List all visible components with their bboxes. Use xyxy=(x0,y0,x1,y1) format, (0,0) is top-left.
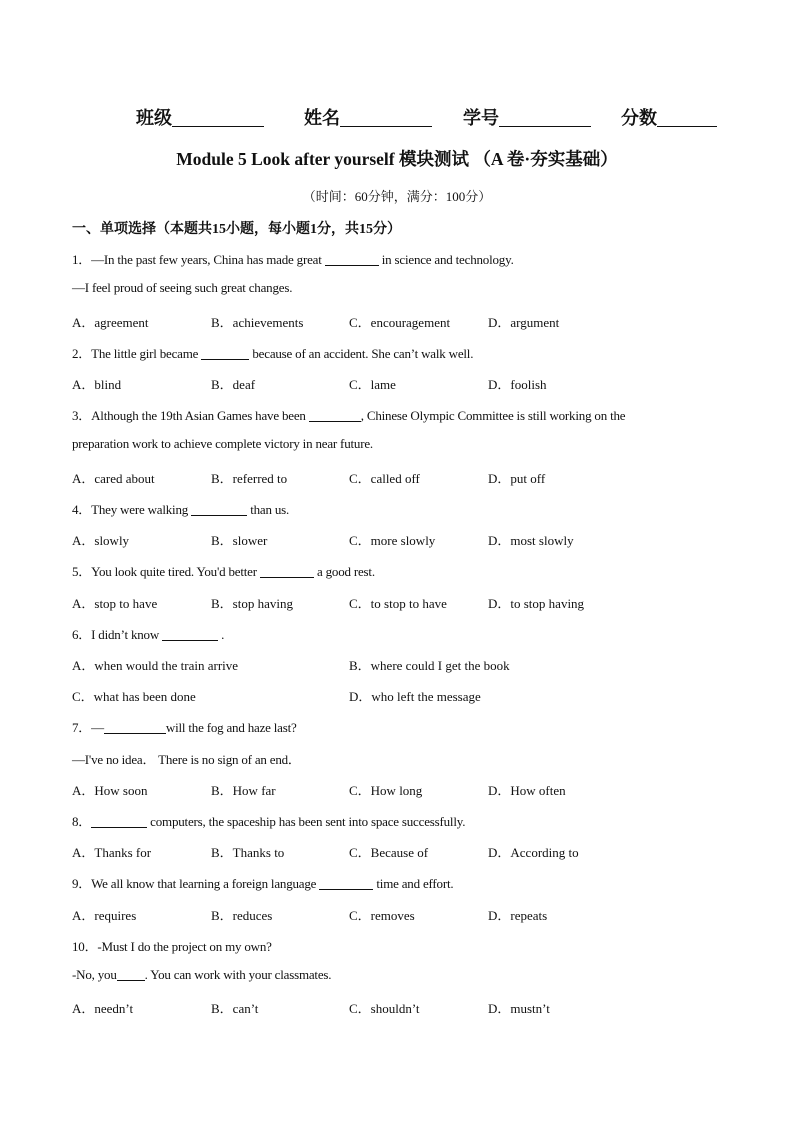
name-field: 姓名 xyxy=(304,104,432,130)
question-4-stem: 4．They were walking than us. xyxy=(72,502,290,517)
question-8-stem: 8． computers, the spaceship has been sent into space successfully. xyxy=(72,814,466,829)
q9-option-d[interactable]: D．repeats xyxy=(488,908,548,923)
q5-option-c[interactable]: C．to stop to have xyxy=(349,596,447,611)
q3-option-a[interactable]: A．cared about xyxy=(72,471,155,486)
q5-option-a[interactable]: A．stop to have xyxy=(72,596,158,611)
question-1-stem: 1．—In the past few years, China has made great in science and technology. xyxy=(72,252,514,267)
answer-blank[interactable] xyxy=(104,721,166,734)
answer-blank[interactable] xyxy=(91,815,147,828)
q7-option-b[interactable]: B．How far xyxy=(211,783,276,798)
q7-option-a[interactable]: A．How soon xyxy=(72,783,148,798)
answer-blank[interactable] xyxy=(117,968,145,981)
question-6-stem: 6．I didn’t know . xyxy=(72,627,225,642)
q3-option-b[interactable]: B．referred to xyxy=(211,471,288,486)
answer-blank[interactable] xyxy=(309,409,361,422)
exam-subtitle: （时间：60分钟，满分：100分） xyxy=(302,189,492,204)
q7-option-c[interactable]: C．How long xyxy=(349,783,423,798)
q1-option-b[interactable]: B．achievements xyxy=(211,315,304,330)
question-3-stem: 3．Although the 19th Asian Games have been , Chinese Olympic Committee is still working on the xyxy=(72,408,626,423)
question-1-reply: —I feel proud of seeing such great changes. xyxy=(72,280,293,295)
q9-option-c[interactable]: C．removes xyxy=(349,908,415,923)
q4-option-b[interactable]: B．slower xyxy=(211,533,268,548)
class-field: 班级 xyxy=(136,104,264,130)
q8-option-d[interactable]: D．According to xyxy=(488,845,579,860)
name-blank[interactable] xyxy=(340,108,432,127)
q8-option-b[interactable]: B．Thanks to xyxy=(211,845,285,860)
answer-blank[interactable] xyxy=(260,565,314,578)
q9-option-b[interactable]: B．reduces xyxy=(211,908,273,923)
q10-option-c[interactable]: C．shouldn’t xyxy=(349,1001,420,1016)
q1-option-c[interactable]: C．encouragement xyxy=(349,315,451,330)
q10-option-b[interactable]: B．can’t xyxy=(211,1001,259,1016)
q1-option-a[interactable]: A．agreement xyxy=(72,315,149,330)
page-title: Module 5 Look after yourself 模块测试 （A 卷·夯实基础） xyxy=(176,149,618,169)
q4-option-c[interactable]: C．more slowly xyxy=(349,533,436,548)
q9-option-a[interactable]: A．requires xyxy=(72,908,137,923)
q4-option-a[interactable]: A．slowly xyxy=(72,533,130,548)
q6-option-b[interactable]: B．where could I get the book xyxy=(349,658,510,673)
q3-option-d[interactable]: D．put off xyxy=(488,471,546,486)
q5-option-d[interactable]: D．to stop having xyxy=(488,596,585,611)
question-3-continued: preparation work to achieve complete victory in near future. xyxy=(72,436,373,451)
answer-blank[interactable] xyxy=(191,503,247,516)
q4-option-d[interactable]: D．most slowly xyxy=(488,533,574,548)
student-id-field: 学号 xyxy=(463,104,591,130)
answer-blank[interactable] xyxy=(162,628,218,641)
class-blank[interactable] xyxy=(172,108,264,127)
question-5-stem: 5．You look quite tired. You'd better a good rest. xyxy=(72,564,375,579)
score-field: 分数 xyxy=(621,104,717,130)
q2-option-c[interactable]: C．lame xyxy=(349,377,396,392)
question-10-stem: 10．-Must I do the project on my own? xyxy=(72,939,272,954)
question-7-reply: —I've no idea． There is no sign of an end． xyxy=(72,752,301,767)
q7-option-d[interactable]: D．How often xyxy=(488,783,566,798)
question-7-stem: 7．— will the fog and haze last? xyxy=(72,720,297,735)
q2-option-b[interactable]: B．deaf xyxy=(211,377,256,392)
question-2-stem: 2．The little girl became because of an accident. She can’t walk well. xyxy=(72,346,474,361)
q10-option-d[interactable]: D．mustn’t xyxy=(488,1001,550,1016)
answer-blank[interactable] xyxy=(325,253,379,266)
question-10-reply: -No, you . You can work with your classmates. xyxy=(72,967,332,982)
score-blank[interactable] xyxy=(657,108,717,127)
section-heading: 一、单项选择（本题共15小题，每小题1分，共15分） xyxy=(72,222,401,237)
q1-option-d[interactable]: D．argument xyxy=(488,315,560,330)
q6-option-c[interactable]: C．what has been done xyxy=(72,689,196,704)
q8-option-c[interactable]: C．Because of xyxy=(349,845,429,860)
q8-option-a[interactable]: A．Thanks for xyxy=(72,845,152,860)
q10-option-a[interactable]: A．needn’t xyxy=(72,1001,134,1016)
student-id-blank[interactable] xyxy=(499,108,591,127)
question-9-stem: 9．We all know that learning a foreign language time and effort. xyxy=(72,876,454,891)
answer-blank[interactable] xyxy=(201,347,249,360)
q6-option-a[interactable]: A．when would the train arrive xyxy=(72,658,239,673)
q5-option-b[interactable]: B．stop having xyxy=(211,596,293,611)
q6-option-d[interactable]: D．who left the message xyxy=(349,689,481,704)
answer-blank[interactable] xyxy=(319,877,373,890)
q2-option-a[interactable]: A．blind xyxy=(72,377,122,392)
q3-option-c[interactable]: C．called off xyxy=(349,471,420,486)
q2-option-d[interactable]: D．foolish xyxy=(488,377,547,392)
